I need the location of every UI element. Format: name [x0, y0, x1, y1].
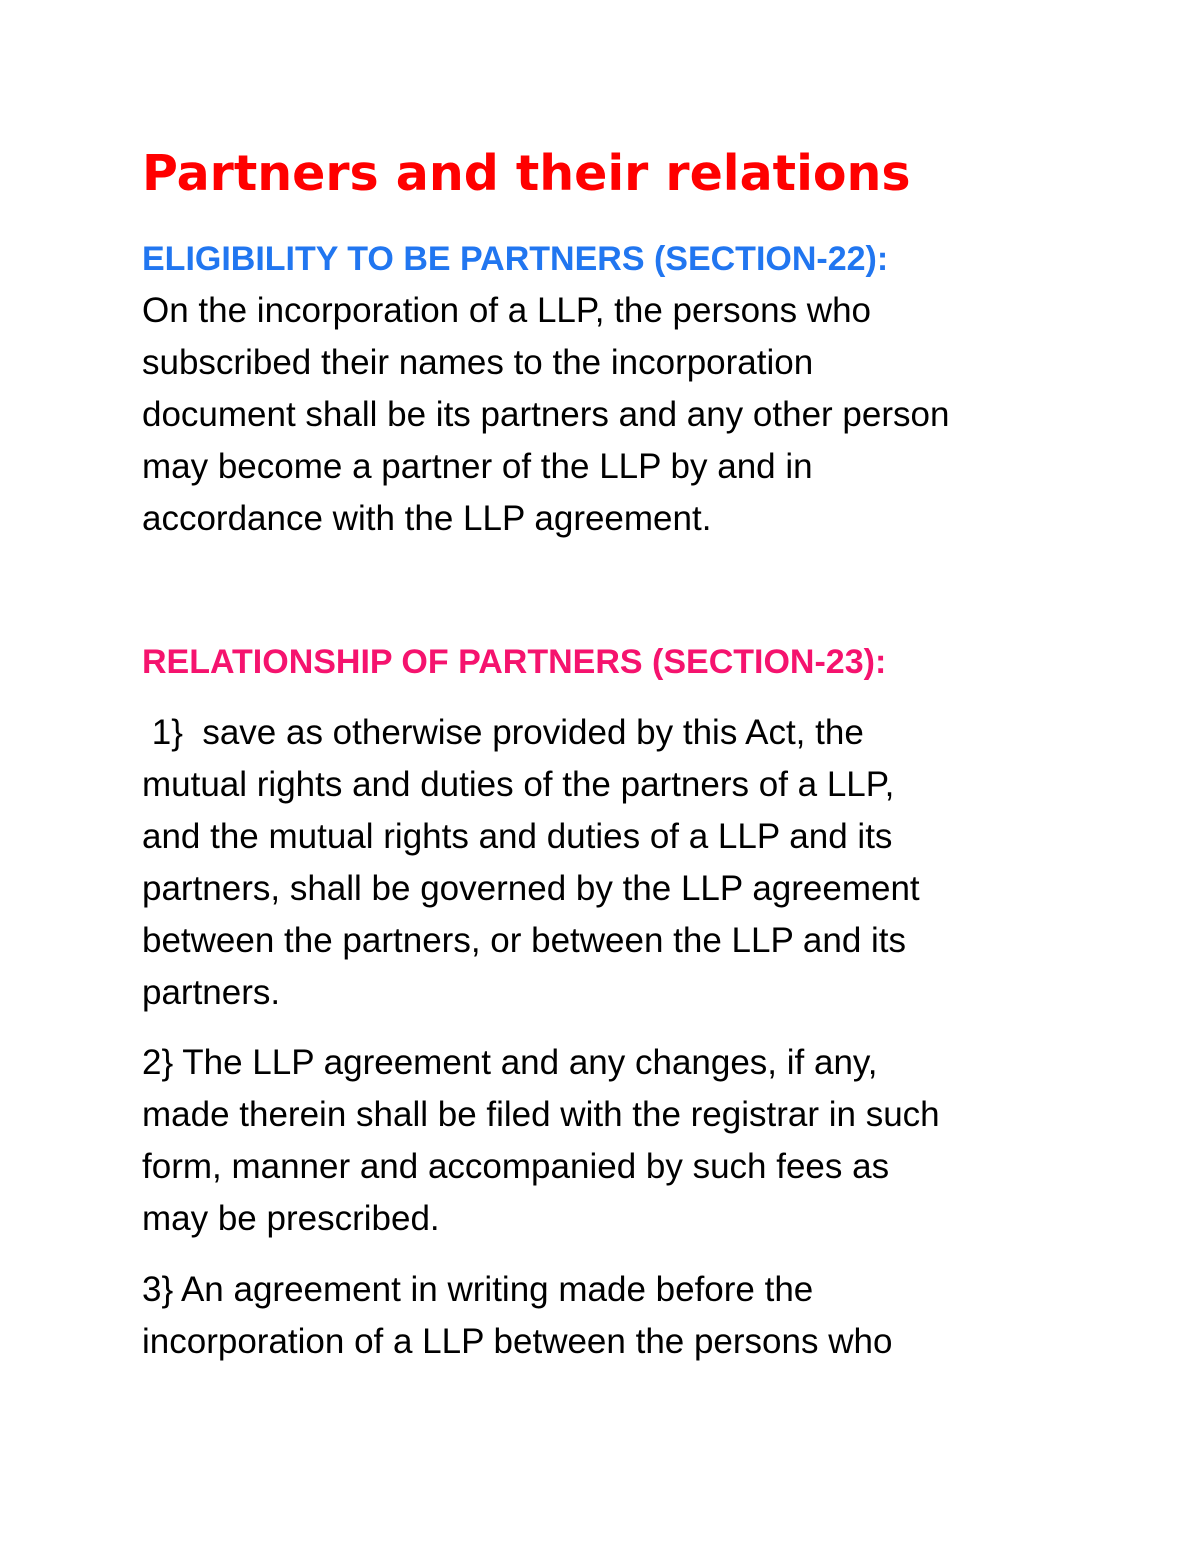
- text-line: may become a partner of the LLP by and in: [142, 447, 813, 486]
- text-line: accordance with the LLP agreement.: [142, 499, 712, 538]
- text-line: incorporation of a LLP between the persons who: [142, 1322, 893, 1361]
- text-line: partners.: [142, 973, 281, 1012]
- text-line: form, manner and accompanied by such fees as: [142, 1147, 890, 1186]
- text-line: and the mutual rights and duties of a LLP and its: [142, 817, 893, 856]
- relationship-clause-3: [142, 1264, 1082, 1368]
- relationship-clause-2: [142, 1037, 1082, 1245]
- section-heading-relationship: RELATIONSHIP OF PARTNERS (SECTION-23):: [142, 643, 887, 681]
- text-line: On the incorporation of a LLP, the persons who: [142, 291, 872, 330]
- text-line: 1} save as otherwise provided by this Act, the: [142, 713, 864, 752]
- text-line: made therein shall be filed with the registrar in such: [142, 1095, 940, 1134]
- text-line: mutual rights and duties of the partners of a LLP,: [142, 765, 895, 804]
- section-heading-eligibility: ELIGIBILITY TO BE PARTNERS (SECTION-22):: [142, 240, 889, 278]
- text-line: subscribed their names to the incorporation: [142, 343, 814, 382]
- text-line: document shall be its partners and any other person: [142, 395, 950, 434]
- text-line: 3} An agreement in writing made before the: [142, 1270, 814, 1309]
- text-line: may be prescribed.: [142, 1199, 440, 1238]
- page-title: Partners and their relations: [142, 145, 911, 202]
- relationship-clause-1: [142, 707, 1082, 1019]
- text-line: between the partners, or between the LLP and its: [142, 921, 907, 960]
- text-line: 2} The LLP agreement and any changes, if any,: [142, 1043, 878, 1082]
- eligibility-paragraph: [142, 285, 1082, 545]
- text-line: partners, shall be governed by the LLP agreement: [142, 869, 920, 908]
